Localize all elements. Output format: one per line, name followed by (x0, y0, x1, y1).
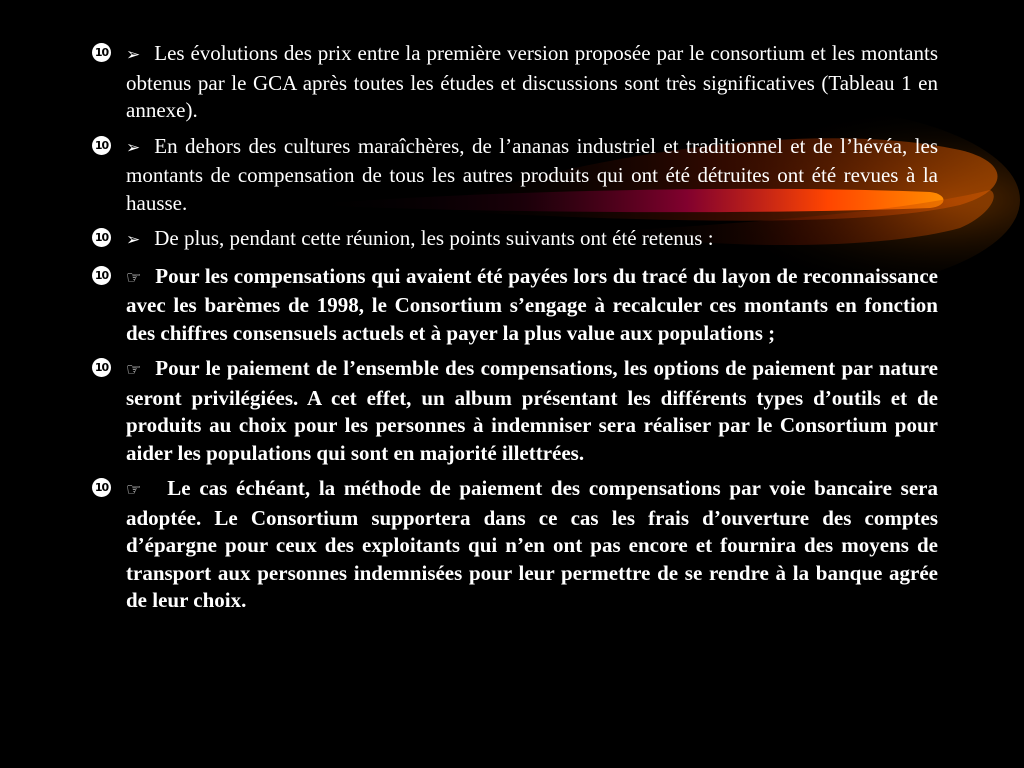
bullet-icon: 10 (92, 478, 111, 497)
item-text: Pour le paiement de l’ensemble des compensations, les options de paiement par nature seront privilégiées. A cet effet, un album présentant les différents types d’outils et de produits au choix pour les personnes à indemniser sera réaliser par le Consortium pour aider les populations qui sont en majorité illettrées. (126, 356, 938, 465)
arrow-marker-icon: ➢ (126, 45, 141, 65)
arrow-marker-icon: ➢ (126, 137, 141, 158)
list-item (92, 475, 938, 615)
list-item (92, 263, 938, 348)
item-text: Le cas échéant, la méthode de paiement des compensations par voie bancaire sera adoptée. Le Consortium supportera dans ce cas les frais d’ouverture des comptes d’épargne pour ceux des exploitants qui n’en ont pas encore et fournira des moyens de transport aux personnes indemnisées pour leur permettre de se rendre à la banque agrée de leur choix. (126, 476, 938, 612)
arrow-marker-icon: ➢ (126, 230, 141, 250)
bullet-icon: 10 (92, 228, 111, 247)
bullet-icon: 10 (92, 358, 111, 377)
item-text: En dehors des cultures maraîchères, de l’ananas industriel et traditionnel et de l’hévéa, les montants de compensation de tous les autres produits qui ont été détruites ont été revues à la hausse. (126, 133, 938, 215)
item-text: Les évolutions des prix entre la première version proposée par le consortium et les montants obtenus par le GCA après toutes les études et discussions sont très significatives (Tableau 1 en annexe). (126, 41, 938, 122)
bullet-icon: 10 (92, 266, 111, 285)
item-text: De plus, pendant cette réunion, les points suivants ont été retenus : (154, 226, 714, 250)
bullet-icon: 10 (92, 136, 111, 155)
item-text: Pour les compensations qui avaient été payées lors du tracé du layon de reconnaissance avec les barèmes de 1998, le Consortium s’engage à recalculer ces montants en fonction des chiffres consensuels actuels et à payer la plus value aux populations ; (126, 263, 938, 345)
pointing-hand-icon: ☞ (126, 267, 142, 288)
bullet-icon: 10 (92, 43, 111, 62)
list-item (92, 40, 938, 125)
pointing-hand-icon: ☞ (126, 480, 142, 500)
slide-content (92, 40, 938, 623)
list-item (92, 133, 938, 218)
list-item (92, 225, 938, 255)
pointing-hand-icon: ☞ (126, 360, 142, 380)
list-item (92, 355, 938, 467)
